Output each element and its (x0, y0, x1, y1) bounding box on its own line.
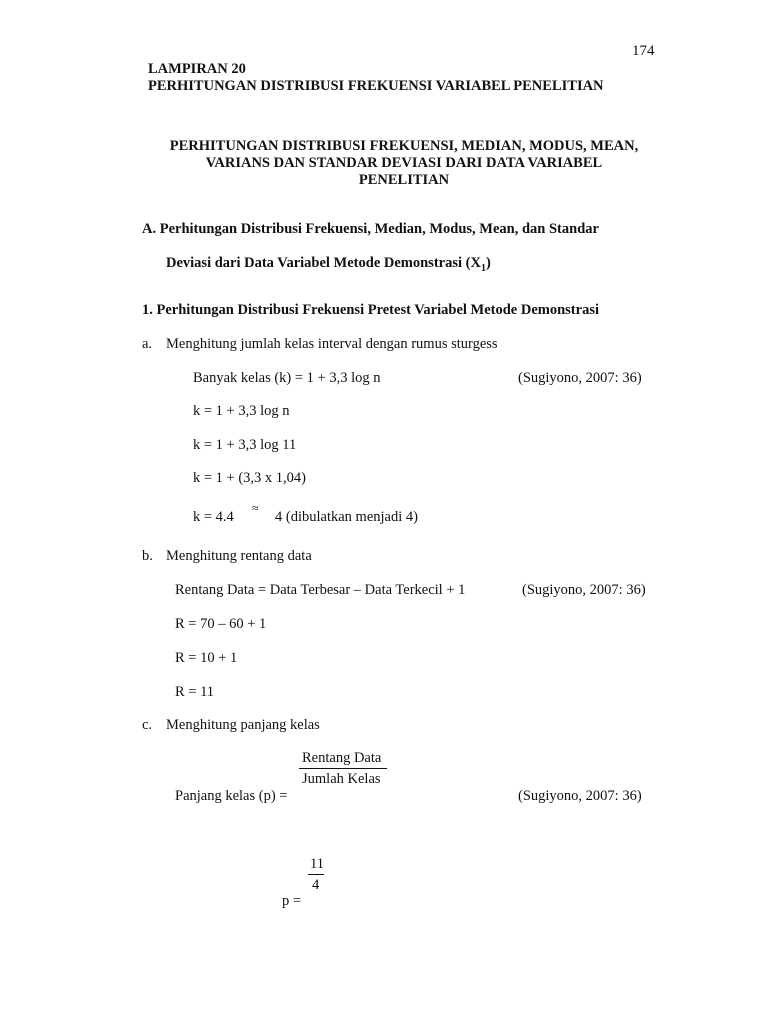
page-number: 174 (632, 43, 655, 59)
main-title-line-2: VARIANS DAN STANDAR DEVIASI DARI DATA VARIABEL (205, 155, 603, 171)
step-c-reference: (Sugiyono, 2007: 36) (518, 788, 642, 804)
approx-symbol: ≈ (252, 501, 259, 515)
section-a-heading: A. Perhitungan Distribusi Frekuensi, Median, Modus, Mean, dan Standar (142, 221, 599, 237)
p-fraction-bar (308, 874, 324, 875)
step-a-reference: (Sugiyono, 2007: 36) (518, 370, 642, 386)
step-a-label: a. (142, 336, 153, 352)
panjang-kelas-label: Panjang kelas (p) = (175, 788, 288, 804)
step-b-formula: Rentang Data = Data Terbesar – Data Terkecil + 1 (175, 582, 466, 598)
main-title-line-1: PERHITUNGAN DISTRIBUSI FREKUENSI, MEDIAN, MODUS, MEAN, (169, 138, 639, 154)
section-a-text: Deviasi dari Data Variabel Metode Demonstrasi (X (166, 255, 481, 271)
section-a-heading-continued (166, 255, 491, 274)
fraction-denominator: Jumlah Kelas (302, 771, 381, 787)
fraction-numerator: Rentang Data (302, 750, 382, 766)
step-b-line-3: R = 11 (175, 684, 215, 700)
section-a-subscript: 1 (480, 262, 486, 274)
p-label: p = (282, 893, 302, 909)
main-title-line-3: PENELITIAN (358, 172, 450, 188)
step-c-label: c. (142, 717, 153, 733)
step-b-line-1: R = 70 – 60 + 1 (175, 616, 267, 632)
p-fraction-denominator: 4 (312, 877, 320, 893)
step-a-title: Menghitung jumlah kelas interval dengan rumus sturgess (166, 336, 498, 352)
step-a-line-3: k = 1 + (3,3 x 1,04) (193, 470, 307, 486)
appendix-title: PERHITUNGAN DISTRIBUSI FREKUENSI VARIABEL PENELITIAN (148, 78, 604, 94)
p-fraction-numerator: 11 (310, 856, 324, 872)
step-a-line-1: k = 1 + 3,3 log n (193, 403, 290, 419)
step-a-line-4-right: 4 (dibulatkan menjadi 4) (275, 509, 418, 525)
step-b-reference: (Sugiyono, 2007: 36) (522, 582, 646, 598)
fraction-bar (299, 768, 387, 769)
step-a-formula: Banyak kelas (k) = 1 + 3,3 log n (193, 370, 381, 386)
step-b-line-2: R = 10 + 1 (175, 650, 238, 666)
appendix-label: LAMPIRAN 20 (148, 61, 246, 77)
step-b-title: Menghitung rentang data (166, 548, 312, 564)
subsection-1-heading: 1. Perhitungan Distribusi Frekuensi Pretest Variabel Metode Demonstrasi (142, 302, 599, 318)
step-c-title: Menghitung panjang kelas (166, 717, 320, 733)
step-a-line-4-left: k = 4.4 (193, 509, 234, 525)
step-a-line-2: k = 1 + 3,3 log 11 (193, 437, 297, 453)
section-a-close: ) (485, 255, 491, 271)
step-b-label: b. (142, 548, 153, 564)
